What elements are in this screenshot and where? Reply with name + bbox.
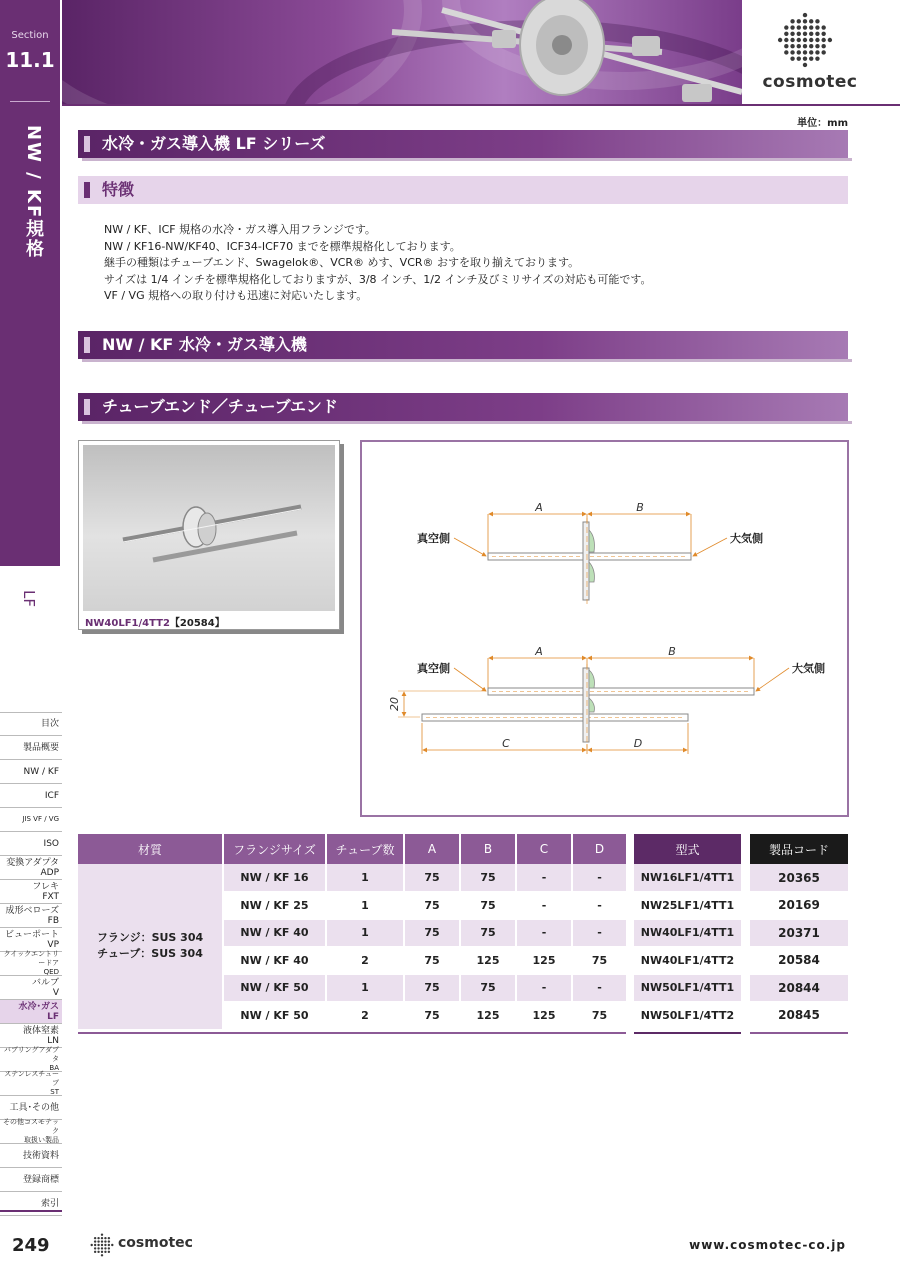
cell-D: 75 bbox=[572, 947, 626, 975]
side-nav-label: バブリングアダプタ bbox=[3, 1046, 59, 1063]
cell-code: 20584 bbox=[750, 947, 848, 975]
side-nav-label: 成形ベローズ bbox=[5, 905, 59, 916]
cell-tubes: 1 bbox=[326, 974, 404, 1002]
cell-D: - bbox=[572, 974, 626, 1002]
model-bottom-rule bbox=[634, 1032, 741, 1034]
logo-dot bbox=[797, 19, 801, 23]
cell-tubes: 2 bbox=[326, 947, 404, 975]
side-nav-label: ビューポート bbox=[4, 929, 59, 940]
logo-dot bbox=[803, 32, 807, 36]
logo-dot bbox=[94, 1244, 96, 1246]
cell-C: - bbox=[516, 919, 572, 947]
nwkf-section-bar: NW / KF 水冷・ガス導入機 bbox=[78, 331, 848, 359]
logo-dot bbox=[790, 56, 794, 60]
table-row bbox=[634, 892, 741, 920]
logo-dot bbox=[797, 56, 801, 60]
feature-list bbox=[104, 222, 651, 305]
logo-dot bbox=[97, 1237, 99, 1239]
logo-dot bbox=[784, 44, 788, 48]
side-nav-item[interactable] bbox=[0, 1144, 62, 1168]
header-material: 材質 bbox=[78, 834, 223, 864]
section-divider bbox=[10, 101, 50, 102]
side-nav-code: VP bbox=[47, 939, 59, 950]
logo-dot bbox=[821, 44, 825, 48]
table-header-row bbox=[78, 834, 626, 864]
cell-A: 75 bbox=[404, 892, 460, 920]
cell-model: NW40LF1/4TT2 bbox=[634, 947, 741, 975]
cell-A: 75 bbox=[404, 1002, 460, 1030]
logo-dot bbox=[815, 56, 819, 60]
cell-C: - bbox=[516, 892, 572, 920]
dim-B-bottom: B bbox=[668, 645, 676, 658]
side-nav-label: NW / KF bbox=[23, 766, 59, 777]
table-row bbox=[750, 1002, 848, 1030]
side-nav-item[interactable] bbox=[0, 736, 62, 760]
logo-dot bbox=[790, 38, 794, 42]
logo-dot bbox=[809, 44, 813, 48]
logo-dot bbox=[790, 32, 794, 36]
feature-line: サイズは 1/4 インチを標準規格化しておりますが、3/8 インチ、1/2 インチ及びミリサイズの対応も可能です。 bbox=[104, 272, 652, 286]
logo-dot bbox=[790, 50, 794, 54]
cell-flange: NW / KF 16 bbox=[223, 864, 326, 892]
material-tube: チューブ：SUS 304 bbox=[97, 947, 203, 961]
dim-B-top: B bbox=[636, 501, 644, 514]
section-number: 11.1 bbox=[5, 48, 55, 72]
logo-dot bbox=[803, 19, 807, 23]
logo-dot bbox=[104, 1247, 106, 1249]
cell-A: 75 bbox=[404, 947, 460, 975]
logo-dot bbox=[797, 25, 801, 29]
technical-drawing bbox=[360, 440, 849, 817]
logo-dot bbox=[784, 32, 788, 36]
logo-dot bbox=[108, 1244, 110, 1246]
cell-tubes: 1 bbox=[326, 892, 404, 920]
logo-dot bbox=[101, 1254, 103, 1256]
logo-dot bbox=[803, 13, 807, 17]
nav-bottom-rule bbox=[0, 1210, 62, 1212]
side-nav-code: 取扱い製品 bbox=[24, 1136, 59, 1144]
side-nav-item[interactable] bbox=[0, 856, 62, 880]
cell-B: 75 bbox=[460, 892, 516, 920]
page-number: 249 bbox=[12, 1235, 50, 1256]
side-nav-label: 水冷･ガス bbox=[18, 1001, 59, 1012]
logo-dot bbox=[101, 1240, 103, 1242]
cell-flange: NW / KF 40 bbox=[223, 919, 326, 947]
cell-A: 75 bbox=[404, 919, 460, 947]
logo-dot bbox=[108, 1237, 110, 1239]
cell-model: NW25LF1/4TT1 bbox=[634, 892, 741, 920]
logo-dot bbox=[803, 38, 807, 42]
table-row bbox=[750, 974, 848, 1002]
side-nav-item[interactable] bbox=[0, 880, 62, 904]
side-nav-label: 技術資料 bbox=[22, 1150, 59, 1161]
side-nav-label: ICF bbox=[44, 790, 59, 801]
side-nav-label: ISO bbox=[43, 838, 59, 849]
bar-shadow bbox=[82, 359, 852, 362]
logo-dot bbox=[809, 56, 813, 60]
logo-dot bbox=[104, 1244, 106, 1246]
cell-C: 125 bbox=[516, 1002, 572, 1030]
side-nav-label: 索引 bbox=[40, 1198, 59, 1209]
logo-dot bbox=[97, 1247, 99, 1249]
side-nav-item[interactable] bbox=[0, 1072, 62, 1096]
logo-dot bbox=[790, 19, 794, 23]
logo-dot bbox=[94, 1247, 96, 1249]
dim-D: D bbox=[633, 737, 643, 750]
bar-shadow bbox=[82, 158, 852, 161]
logo-dot bbox=[108, 1247, 110, 1249]
header-A: A bbox=[404, 834, 460, 864]
side-nav-code: V bbox=[52, 987, 59, 998]
side-nav-item[interactable] bbox=[0, 1048, 62, 1072]
table-row bbox=[750, 864, 848, 892]
logo-dot bbox=[797, 50, 801, 54]
table-bottom-rule bbox=[78, 1032, 626, 1034]
atmosphere-side-label-1: 大気側 bbox=[730, 532, 763, 545]
cell-code: 20169 bbox=[750, 892, 848, 920]
table-row bbox=[634, 947, 741, 975]
logo-dot bbox=[828, 38, 832, 42]
logo-dot bbox=[94, 1240, 96, 1242]
logo-dot bbox=[797, 44, 801, 48]
material-flange: フランジ：SUS 304 bbox=[96, 931, 204, 945]
side-index-nav bbox=[0, 712, 62, 1216]
logo-dot bbox=[803, 63, 807, 67]
logo-dot bbox=[94, 1237, 96, 1239]
side-nav-code: ADP bbox=[40, 867, 59, 878]
header-D: D bbox=[572, 834, 626, 864]
side-nav-code: FXT bbox=[42, 891, 59, 902]
side-nav-label: フレキ bbox=[32, 881, 59, 892]
logo-dot bbox=[815, 50, 819, 54]
product-photo bbox=[83, 445, 335, 611]
feature-line: VF / VG 規格への取り付けも迅速に対応いたします。 bbox=[104, 289, 368, 302]
vacuum-side-label-1: 真空側 bbox=[417, 532, 450, 545]
cell-code: 20371 bbox=[750, 919, 848, 947]
header-tube-count: チューブ数 bbox=[326, 834, 404, 864]
cell-model: NW50LF1/4TT1 bbox=[634, 974, 741, 1002]
side-nav-label: JIS VF / VG bbox=[22, 815, 59, 823]
cell-C: - bbox=[516, 974, 572, 1002]
logo-dot bbox=[803, 50, 807, 54]
bar-shadow bbox=[82, 421, 852, 424]
logo-dot bbox=[778, 38, 782, 42]
photo-model: NW40LF1/4TT2 bbox=[85, 618, 170, 629]
cell-D: - bbox=[572, 892, 626, 920]
side-nav-label: ステンレスチューブ bbox=[4, 1070, 59, 1087]
cell-flange: NW / KF 25 bbox=[223, 892, 326, 920]
feature-line: 継手の種類はチューブエンド、Swagelok®、VCR® めす、VCR® おすを取り揃えております。 bbox=[104, 256, 580, 269]
logo-dot bbox=[94, 1251, 96, 1253]
side-nav-code: LN bbox=[47, 1035, 59, 1046]
cell-D: - bbox=[572, 864, 626, 892]
cell-B: 75 bbox=[460, 864, 516, 892]
logo-dot bbox=[815, 32, 819, 36]
table-row bbox=[634, 1002, 741, 1030]
side-nav-label: 液体窒素 bbox=[22, 1025, 59, 1036]
code-table bbox=[750, 834, 848, 1030]
logo-dot bbox=[790, 44, 794, 48]
cell-D: - bbox=[572, 919, 626, 947]
atmosphere-side-label-2: 大気側 bbox=[792, 662, 825, 675]
side-nav-label: 目次 bbox=[40, 719, 59, 729]
side-nav-item[interactable] bbox=[0, 976, 62, 1000]
logo-dot bbox=[784, 50, 788, 54]
logo-dot bbox=[803, 44, 807, 48]
side-nav-item[interactable] bbox=[0, 712, 62, 736]
side-nav-label: 工具･その他 bbox=[9, 1102, 59, 1113]
logo-dot bbox=[821, 25, 825, 29]
cell-B: 75 bbox=[460, 974, 516, 1002]
side-nav-label: 製品概要 bbox=[22, 742, 59, 753]
side-nav-item[interactable] bbox=[0, 952, 62, 976]
model-table bbox=[634, 834, 741, 1030]
side-nav-label: その他コスモテック bbox=[3, 1118, 59, 1135]
logo-dot bbox=[108, 1240, 110, 1242]
table-row bbox=[750, 892, 848, 920]
side-nav-label: 変換アダプタ bbox=[6, 857, 59, 868]
logo-dot bbox=[784, 38, 788, 42]
side-nav-label: 登録商標 bbox=[22, 1174, 59, 1185]
cell-B: 125 bbox=[460, 947, 516, 975]
feature-line: NW / KF、ICF 規格の水冷・ガス導入用フランジです。 bbox=[104, 223, 376, 236]
side-nav-item[interactable] bbox=[0, 928, 62, 952]
logo-dot bbox=[104, 1251, 106, 1253]
logo-dot bbox=[111, 1244, 113, 1246]
footer-brand: cosmotec bbox=[118, 1235, 193, 1251]
header-rule bbox=[62, 104, 900, 106]
header-flange-size: フランジサイズ bbox=[223, 834, 326, 864]
cell-C: 125 bbox=[516, 947, 572, 975]
cell-A: 75 bbox=[404, 864, 460, 892]
series-title-bar: 水冷・ガス導入機 LF シリーズ bbox=[78, 130, 848, 158]
cell-code: 20365 bbox=[750, 864, 848, 892]
side-nav-item[interactable] bbox=[0, 1168, 62, 1192]
logo-dot bbox=[815, 25, 819, 29]
dim-offset: 20 bbox=[388, 697, 401, 711]
logo-dot bbox=[104, 1237, 106, 1239]
logo-dot bbox=[91, 1244, 93, 1246]
side-nav-code: QED bbox=[43, 968, 59, 976]
logo-dot bbox=[803, 25, 807, 29]
section-title: NW / KF規格 bbox=[23, 125, 44, 260]
logo-dot bbox=[815, 38, 819, 42]
dim-C: C bbox=[502, 737, 510, 750]
logo-dot bbox=[97, 1251, 99, 1253]
logo-dot bbox=[821, 32, 825, 36]
logo-dot bbox=[809, 32, 813, 36]
code-bottom-rule bbox=[750, 1032, 848, 1034]
cell-model: NW16LF1/4TT1 bbox=[634, 864, 741, 892]
side-nav-item[interactable] bbox=[0, 1120, 62, 1144]
feature-heading: 特徴 bbox=[78, 176, 848, 204]
logo-dot bbox=[797, 32, 801, 36]
cell-B: 75 bbox=[460, 919, 516, 947]
header-B: B bbox=[460, 834, 516, 864]
side-nav-code: ST bbox=[50, 1088, 59, 1096]
logo-dot bbox=[108, 1251, 110, 1253]
logo-dot bbox=[101, 1237, 103, 1239]
logo-dot bbox=[790, 25, 794, 29]
cell-tubes: 1 bbox=[326, 864, 404, 892]
side-nav-item[interactable] bbox=[0, 760, 62, 784]
header-banner-image bbox=[62, 0, 742, 104]
cell-code: 20845 bbox=[750, 1002, 848, 1030]
logo-dot bbox=[104, 1240, 106, 1242]
product-photo-card bbox=[78, 440, 340, 630]
logo-dot bbox=[809, 19, 813, 23]
side-nav-code: BA bbox=[49, 1064, 59, 1072]
section-tab bbox=[0, 0, 60, 566]
cell-tubes: 2 bbox=[326, 1002, 404, 1030]
photo-code: 【20584】 bbox=[169, 618, 225, 629]
cell-tubes: 1 bbox=[326, 919, 404, 947]
logo-dot bbox=[821, 50, 825, 54]
table-row bbox=[634, 919, 741, 947]
side-nav-item[interactable] bbox=[0, 1192, 62, 1216]
side-nav-label: クイックエントリードア bbox=[3, 950, 59, 967]
footer-url[interactable]: www.cosmotec-co.jp bbox=[689, 1238, 846, 1252]
side-nav-item[interactable] bbox=[0, 904, 62, 928]
cell-code: 20844 bbox=[750, 974, 848, 1002]
logo-dot bbox=[815, 44, 819, 48]
logo-dot bbox=[821, 38, 825, 42]
side-nav-code: FB bbox=[47, 915, 59, 926]
table-row bbox=[750, 919, 848, 947]
dim-A-top: A bbox=[535, 501, 543, 514]
logo-dot bbox=[803, 56, 807, 60]
side-nav-label: バルブ bbox=[31, 977, 59, 988]
header-product-code: 製品コード bbox=[750, 834, 848, 864]
unit-label: 単位：mm bbox=[797, 118, 848, 129]
logo-dot bbox=[101, 1234, 103, 1236]
feature-line: NW / KF16-NW/KF40、ICF34-ICF70 までを標準規格化しております。 bbox=[104, 239, 461, 253]
header-model: 型式 bbox=[634, 834, 741, 864]
cosmotec-logo-icon bbox=[777, 12, 833, 68]
logo-dot bbox=[797, 38, 801, 42]
table-row bbox=[634, 864, 741, 892]
flange-product-photo bbox=[62, 0, 742, 104]
table-row bbox=[634, 974, 741, 1002]
cell-D: 75 bbox=[572, 1002, 626, 1030]
vacuum-side-label-2: 真空側 bbox=[417, 662, 450, 675]
cosmotec-logo-icon bbox=[90, 1233, 114, 1257]
logo-dot bbox=[101, 1244, 103, 1246]
cell-flange: NW / KF 40 bbox=[223, 947, 326, 975]
logo-dot bbox=[809, 50, 813, 54]
header-C: C bbox=[516, 834, 572, 864]
side-nav-item[interactable] bbox=[0, 1096, 62, 1120]
cell-model: NW40LF1/4TT1 bbox=[634, 919, 741, 947]
side-nav-item[interactable] bbox=[0, 784, 62, 808]
cell-A: 75 bbox=[404, 974, 460, 1002]
cell-C: - bbox=[516, 864, 572, 892]
table-row bbox=[750, 947, 848, 975]
dim-A-bottom: A bbox=[535, 645, 543, 658]
logo-dot bbox=[97, 1244, 99, 1246]
logo-dot bbox=[101, 1247, 103, 1249]
logo-dot bbox=[815, 19, 819, 23]
section-label: Section bbox=[11, 30, 49, 41]
spec-table bbox=[78, 834, 626, 1030]
side-nav-code: LF bbox=[47, 1011, 59, 1022]
side-nav-item[interactable] bbox=[0, 1024, 62, 1048]
tube-end-bar: チューブエンド／チューブエンド bbox=[78, 393, 848, 421]
table-row bbox=[78, 864, 626, 892]
logo-dot bbox=[97, 1240, 99, 1242]
logo-dot bbox=[809, 38, 813, 42]
cell-flange: NW / KF 50 bbox=[223, 974, 326, 1002]
brand-name: cosmotec bbox=[762, 72, 858, 92]
material-cell bbox=[78, 864, 223, 1029]
logo-dot bbox=[784, 25, 788, 29]
side-nav-item[interactable] bbox=[0, 832, 62, 856]
cell-B: 125 bbox=[460, 1002, 516, 1030]
cell-flange: NW / KF 50 bbox=[223, 1002, 326, 1030]
tab-code: LF bbox=[20, 590, 38, 607]
photo-caption bbox=[85, 614, 225, 629]
cell-model: NW50LF1/4TT2 bbox=[634, 1002, 741, 1030]
side-nav-item[interactable] bbox=[0, 1000, 62, 1024]
side-nav-item[interactable] bbox=[0, 808, 62, 832]
logo-dot bbox=[809, 25, 813, 29]
logo-dot bbox=[101, 1251, 103, 1253]
